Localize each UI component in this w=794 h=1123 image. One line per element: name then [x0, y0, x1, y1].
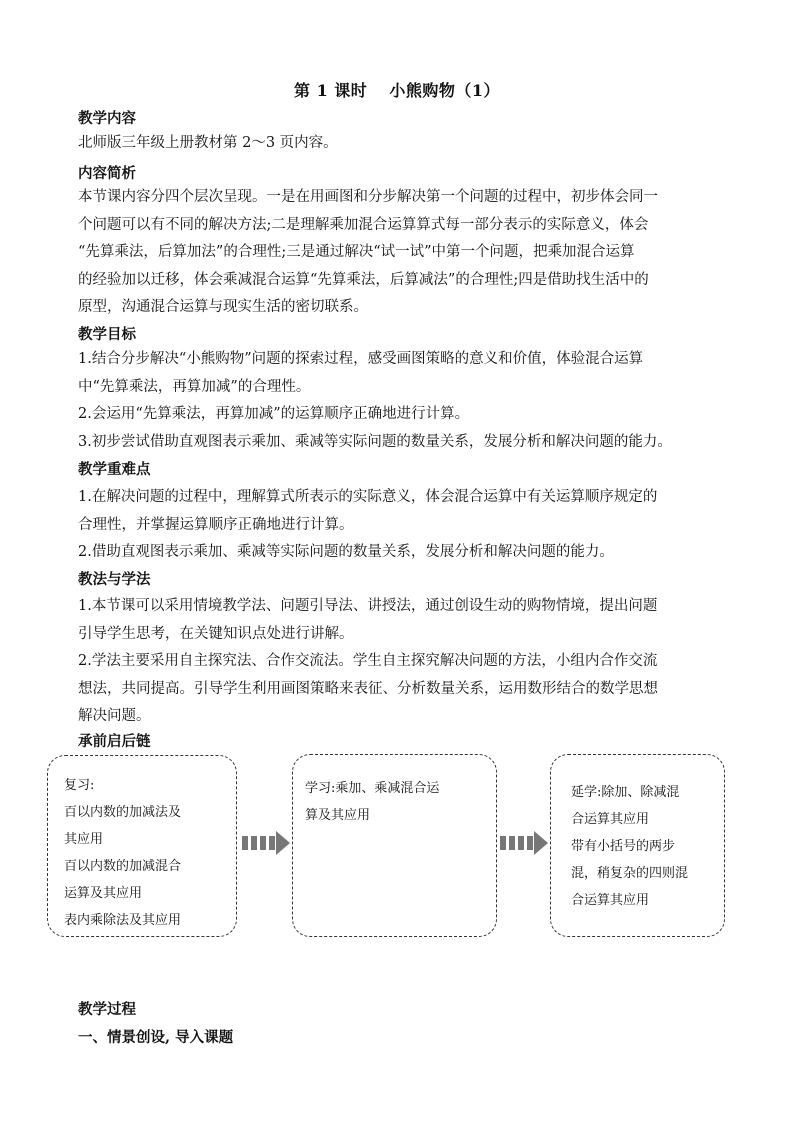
text-line: 合运算其应用 [571, 893, 650, 908]
text-line: 的经验加以迁移，体会乘减混合运算“先算乘法，后算减法”的合理性;四是借助找生活中的 [78, 271, 649, 288]
extend-box [550, 754, 725, 937]
heading-process: 教学过程 [78, 1001, 136, 1018]
lesson-name: 小熊购物（1） [389, 81, 500, 100]
text-line: 本节课内容分四个层次呈现。一是在用画图和分步解决第一个问题的过程中，初步体会同一 [78, 189, 658, 205]
text-line: 1.本节课可以采用情境教学法、问题引导法、讲授法，通过创设生动的购物情境，提出问题 [78, 598, 658, 614]
analysis-paragraph [78, 184, 718, 322]
heading-difficulty: 教学重难点 [78, 461, 151, 478]
text-line: 个问题可以有不同的解决方法;二是理解乘加混合运算算式每一部分表示的实际意义，体会 [78, 216, 649, 233]
content-text: 北师版三年级上册教材第 2～3 页内容。 [78, 135, 338, 151]
text-line: 百以内数的加减混合 [64, 859, 182, 874]
learn-box-text [305, 775, 439, 829]
methods-paragraph [78, 593, 718, 731]
arrow-right-icon [240, 829, 292, 857]
lesson-number: 第 1 课时 [294, 81, 368, 100]
text-line: 混，稍复杂的四则混 [571, 866, 689, 881]
heading-content: 教学内容 [78, 110, 136, 127]
text-line: 想法，共同提高。引导学生利用画图策略来表征、分析数量关系，运用数形结合的数学思想 [78, 680, 658, 697]
text-line: 复习: [64, 778, 95, 793]
text-line: 学习:乘加、乘减混合运 [305, 781, 440, 796]
text-line: 表内乘除法及其应用 [64, 913, 182, 928]
goals-paragraph [78, 346, 718, 456]
text-line: 延学:除加、除减混 [571, 785, 680, 800]
text-line: 解决问题。 [78, 708, 151, 724]
text-line: 2.学法主要采用自主探究法、合作交流法。学生自主探究解决问题的方法，小组内合作交流 [78, 653, 658, 669]
text-line: 引导学生思考，在关键知识点处进行讲解。 [78, 625, 354, 642]
extend-box-text [571, 779, 688, 914]
text-line: 其应用 [64, 832, 104, 847]
review-box [47, 755, 237, 937]
heading-process-step: 一、情景创设, 导入课题 [78, 1029, 234, 1046]
text-line: 1.在解决问题的过程中，理解算式所表示的实际意义，体会混合运算中有关运算顺序规定的 [78, 489, 658, 505]
heading-goals: 教学目标 [78, 326, 136, 343]
text-line: 带有小括号的两步 [571, 839, 676, 854]
text-line: 百以内数的加减法及 [64, 805, 182, 820]
heading-methods: 教法与学法 [78, 571, 151, 588]
learn-box [292, 754, 497, 937]
text-line: 合运算其应用 [571, 812, 650, 827]
text-line: 合理性，并掌握运算顺序正确地进行计算。 [78, 516, 354, 533]
text-line: “先算乘法，后算加法”的合理性;三是通过解决“试一试”中第一个问题，把乘加混合运算 [78, 244, 635, 260]
heading-analysis: 内容简析 [78, 165, 136, 182]
text-line: 1.结合分步解决“小熊购物”问题的探索过程，感受画图策略的意义和价值，体验混合运算 [78, 351, 644, 367]
page-title [0, 78, 794, 101]
text-line: 3.初步尝试借助直观图表示乘加、乘减等实际问题的数量关系，发展分析和解决问题的能力。 [78, 433, 672, 450]
text-line: 原型，沟通混合运算与现实生活的密切联系。 [78, 299, 368, 315]
arrow-right-icon [498, 829, 550, 857]
text-line: 2.会运用“先算乘法，再算加减”的运算顺序正确地进行计算。 [78, 406, 470, 422]
heading-chain: 承前启后链 [78, 733, 151, 750]
text-line: 2.借助直观图表示乘加、乘减等实际问题的数量关系，发展分析和解决问题的能力。 [78, 544, 614, 560]
difficulty-paragraph [78, 484, 718, 567]
review-box-text [64, 772, 181, 934]
text-line: 运算及其应用 [64, 886, 143, 901]
text-line: 中“先算乘法，再算加减”的合理性。 [78, 378, 311, 395]
text-line: 算及其应用 [305, 808, 371, 823]
